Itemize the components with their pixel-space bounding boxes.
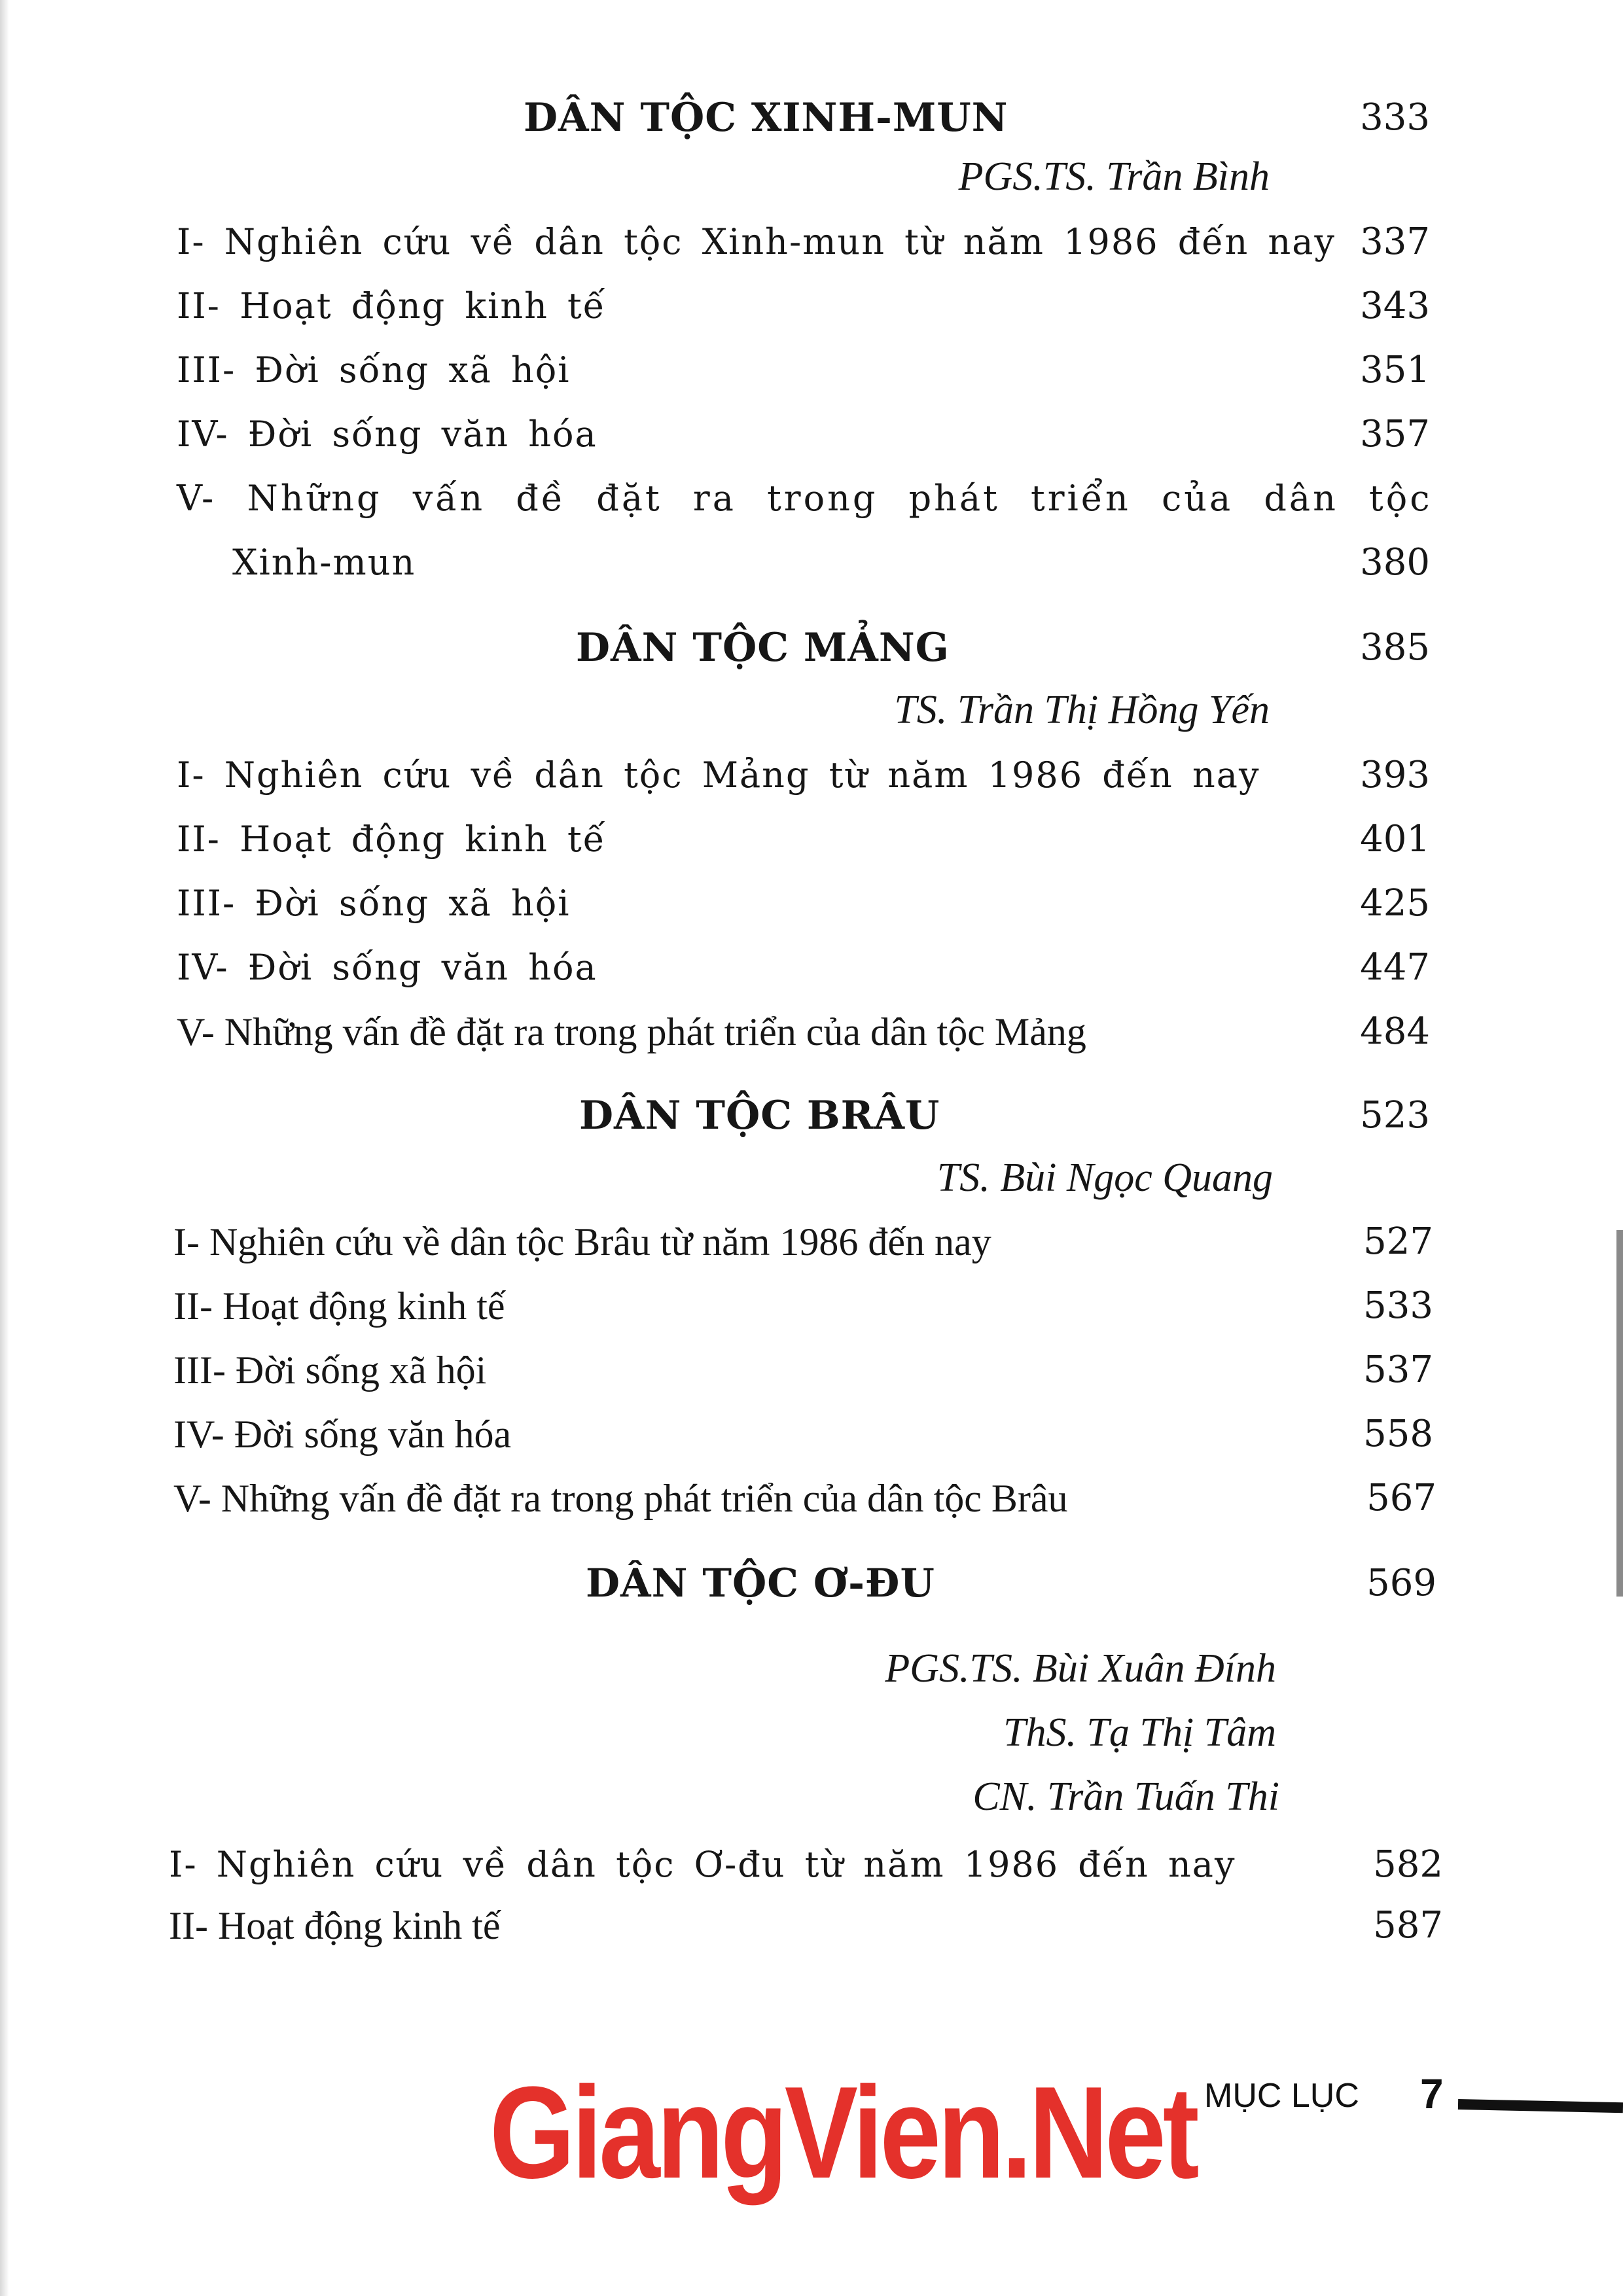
toc-entry[interactable] (0, 1341, 1623, 1400)
entry-title: I- Nghiên cứu về dân tộc Mảng từ năm 1986 đến nay (177, 754, 1260, 796)
section-author (0, 1148, 1623, 1207)
toc-entry[interactable] (0, 1212, 1623, 1271)
toc-entry[interactable] (0, 746, 1623, 805)
author-name: ThS. Tạ Thị Tâm (1003, 1710, 1276, 1755)
section-heading[interactable] (0, 618, 1623, 677)
author-name: PGS.TS. Trần Bình (958, 154, 1270, 199)
section-author (0, 1639, 1623, 1698)
section-heading[interactable] (0, 88, 1623, 147)
toc-entry[interactable] (0, 213, 1623, 272)
section-title: DÂN TỘC BRÂU (579, 1093, 940, 1139)
section-heading[interactable] (0, 1086, 1623, 1145)
entry-page-number: 567 (1366, 1477, 1436, 1519)
toc-entry[interactable] (0, 1405, 1623, 1464)
section-author (0, 147, 1623, 206)
entry-page-number: 587 (1373, 1904, 1443, 1947)
entry-page-number: 533 (1363, 1284, 1433, 1327)
toc-entry[interactable] (0, 874, 1623, 933)
entry-page-number: 357 (1360, 413, 1430, 455)
entry-title: IV- Đời sống văn hóa (173, 1413, 512, 1456)
entry-page-number: 425 (1360, 882, 1430, 925)
footer-section-label: MỤC LỤC (1204, 2077, 1359, 2115)
entry-title: IV- Đời sống văn hóa (177, 414, 597, 455)
entry-title: I- Nghiên cứu về dân tộc Ơ-đu từ năm 1986 đến nay (169, 1844, 1236, 1885)
entry-page-number: 484 (1360, 1010, 1430, 1053)
entry-title: V- Những vấn đề đặt ra trong phát triển của dân tộc Mảng (177, 1010, 1086, 1053)
toc-entry[interactable] (0, 1835, 1623, 1894)
entry-page-number: 582 (1373, 1843, 1443, 1886)
entry-page-number: 527 (1363, 1220, 1433, 1263)
section-heading[interactable] (0, 1554, 1623, 1613)
toc-entry-continuation[interactable] (0, 533, 1623, 592)
section-title: DÂN TỘC XINH-MUN (524, 95, 1008, 141)
section-page-number: 385 (1360, 626, 1430, 669)
footer-page-number: 7 (1420, 2070, 1444, 2117)
entry-title: V- Những vấn đề đặt ra trong phát triển của dân tộc Brâu (173, 1477, 1068, 1520)
section-page-number: 333 (1360, 96, 1430, 139)
entry-title: II- Hoạt động kinh tế (177, 819, 606, 860)
toc-entry[interactable] (0, 938, 1623, 997)
author-name: TS. Bùi Ngọc Quang (936, 1156, 1273, 1200)
section-page-number: 569 (1366, 1562, 1436, 1604)
entry-title: III- Đời sống xã hội (177, 349, 571, 391)
toc-entry[interactable] (0, 810, 1623, 869)
entry-title: IV- Đời sống văn hóa (177, 947, 597, 988)
section-author (0, 1767, 1623, 1826)
entry-title: II- Hoạt động kinh tế (173, 1284, 505, 1328)
entry-title-continuation: Xinh-mun (232, 542, 416, 583)
entry-page-number: 447 (1360, 946, 1430, 989)
section-author (0, 1703, 1623, 1762)
entry-title: I- Nghiên cứu về dân tộc Xinh-mun từ năm 1986 đến nay (177, 221, 1336, 262)
entry-title: II- Hoạt động kinh tế (177, 285, 606, 327)
entry-title: II- Hoạt động kinh tế (169, 1904, 501, 1947)
toc-entry[interactable] (0, 1002, 1623, 1061)
entry-title: I- Nghiên cứu về dân tộc Brâu từ năm 1986 đến nay (173, 1220, 991, 1263)
section-author (0, 680, 1623, 739)
toc-entry[interactable] (0, 1277, 1623, 1335)
section-page-number: 523 (1360, 1094, 1430, 1137)
entry-page-number: 393 (1360, 754, 1430, 796)
author-name: TS. Trần Thị Hồng Yến (894, 688, 1270, 732)
entry-page-number: 401 (1360, 818, 1430, 860)
entry-page-number: 537 (1363, 1349, 1433, 1391)
section-title: DÂN TỘC MẢNG (576, 625, 950, 671)
entry-title: III- Đời sống xã hội (177, 883, 571, 924)
section-title: DÂN TỘC Ơ-ĐU (586, 1561, 935, 1606)
entry-title: III- Đời sống xã hội (173, 1349, 487, 1392)
toc-entry[interactable] (0, 1469, 1623, 1528)
entry-page-number: 558 (1363, 1413, 1433, 1455)
watermark-logo: GiangVien.Net (490, 2060, 1196, 2206)
toc-entry[interactable] (0, 405, 1623, 464)
author-name: PGS.TS. Bùi Xuân Đính (885, 1646, 1276, 1691)
toc-entry[interactable] (0, 469, 1623, 528)
toc-entry[interactable] (0, 341, 1623, 400)
toc-entry[interactable] (0, 1896, 1623, 1955)
entry-page-number: 337 (1360, 221, 1430, 263)
entry-page-number: 343 (1360, 285, 1430, 327)
author-name: CN. Trần Tuấn Thi (972, 1775, 1279, 1819)
entry-title: V- Những vấn đề đặt ra trong phát triển của dân tộc (177, 478, 1433, 519)
entry-page-number: 380 (1360, 541, 1430, 584)
toc-entry[interactable] (0, 277, 1623, 336)
entry-page-number: 351 (1360, 349, 1430, 391)
